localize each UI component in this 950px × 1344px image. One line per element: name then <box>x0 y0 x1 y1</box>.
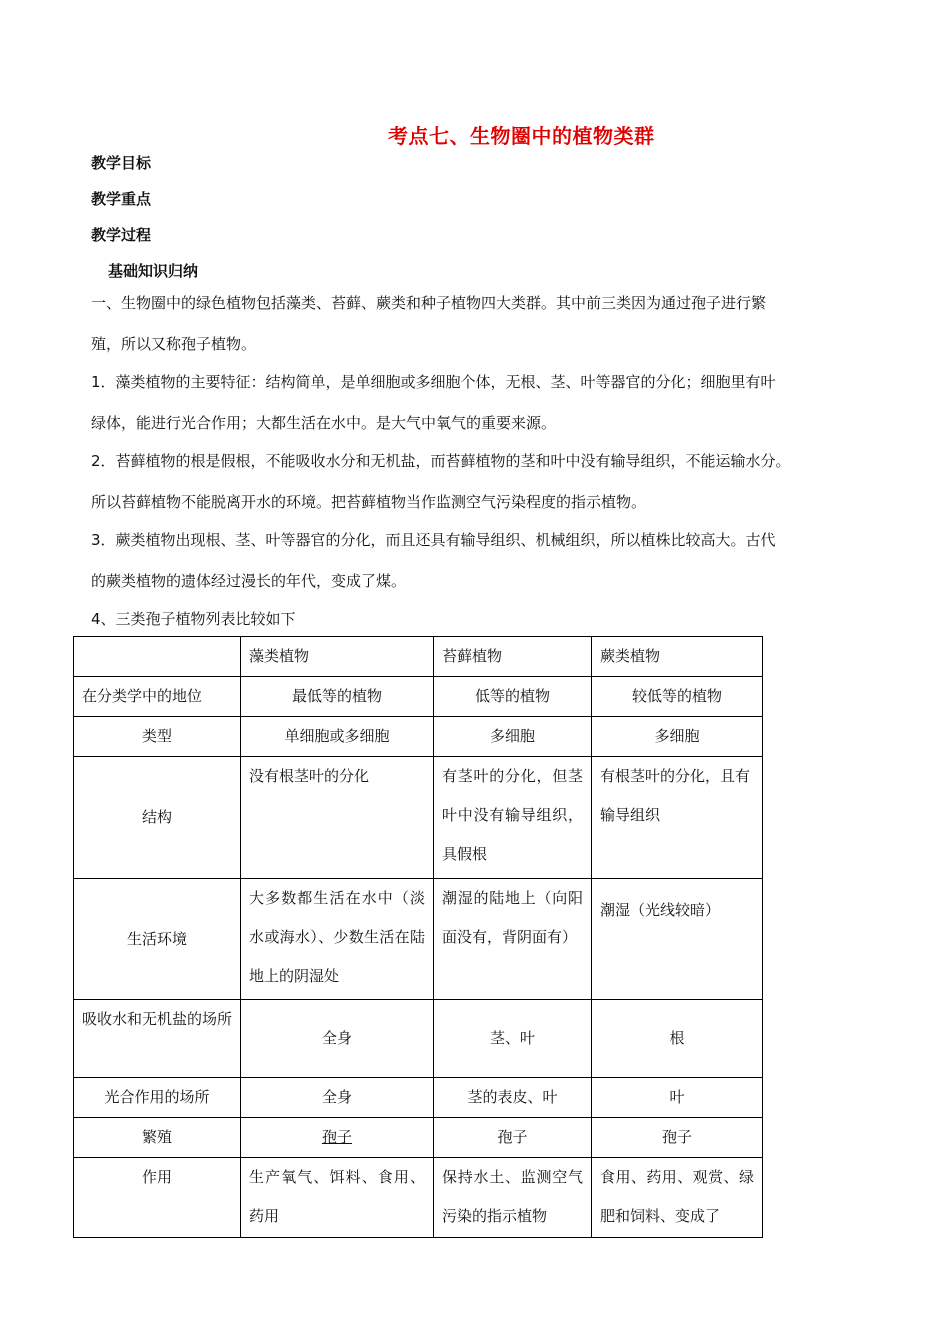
table-cell: 全身 <box>241 1000 434 1078</box>
paragraph-5: 4、三类孢子植物列表比较如下 <box>91 610 296 628</box>
paragraph-1-line-2: 殖，所以又称孢子植物。 <box>91 335 257 353</box>
paragraph-2-line-2: 绿体，能进行光合作用；大都生活在水中。是大气中氧气的重要来源。 <box>91 414 557 432</box>
table-header-cell: 藻类植物 <box>241 637 434 677</box>
page-title: 考点七、生物圈中的植物类群 <box>388 124 655 148</box>
heading-key: 教学重点 <box>91 190 152 208</box>
table-cell: 多细胞 <box>592 717 763 757</box>
table-cell: 潮湿的陆地上（向阳面没有，背阴面有） <box>434 879 592 1000</box>
paragraph-3-line-1: 2．苔藓植物的根是假根，不能吸收水分和无机盐，而苔藓植物的茎和叶中没有输导组织，不能运输水分。 <box>91 452 791 470</box>
table-row <box>74 717 763 757</box>
table-cell: 有根茎叶的分化，且有输导组织 <box>592 757 763 879</box>
table-header-cell: 蕨类植物 <box>592 637 763 677</box>
table-cell: 单细胞或多细胞 <box>241 717 434 757</box>
table-cell: 繁殖 <box>74 1118 241 1158</box>
paragraph-3-line-2: 所以苔藓植物不能脱离开水的环境。把苔藓植物当作监测空气污染程度的指示植物。 <box>91 493 647 511</box>
table-cell: 叶 <box>592 1078 763 1118</box>
table-cell: 孢子 <box>434 1118 592 1158</box>
table-cell: 大多数都生活在水中（淡水或海水）、少数生活在陆地上的阴湿处 <box>241 879 434 1000</box>
paragraph-1-line-1: 一、生物圈中的绿色植物包括藻类、苔藓、蕨类和种子植物四大类群。其中前三类因为通过孢子进行繁 <box>91 294 767 312</box>
table-header-cell: 苔藓植物 <box>434 637 592 677</box>
table-cell: 全身 <box>241 1078 434 1118</box>
table-row <box>74 757 763 879</box>
table-cell: 茎、叶 <box>434 1000 592 1078</box>
table-cell: 孢子 <box>241 1118 434 1158</box>
table-cell: 作用 <box>74 1158 241 1238</box>
heading-process: 教学过程 <box>91 226 152 244</box>
table-cell: 保持水土、监测空气污染的指示植物 <box>434 1158 592 1238</box>
table-cell: 生产氧气、饵料、食用、药用 <box>241 1158 434 1238</box>
table-cell: 结构 <box>74 757 241 879</box>
table-row <box>74 879 763 1000</box>
table-row <box>74 1078 763 1118</box>
table-cell: 食用、药用、观赏、绿肥和饲料、变成了 <box>592 1158 763 1238</box>
paragraph-2-line-1: 1．藻类植物的主要特征：结构简单，是单细胞或多细胞个体，无根、茎、叶等器官的分化；细胞里有叶 <box>91 373 776 391</box>
table-cell: 潮湿（光线较暗） <box>592 879 763 1000</box>
table-cell: 没有根茎叶的分化 <box>241 757 434 879</box>
paragraph-4-line-1: 3．蕨类植物出现根、茎、叶等器官的分化，而且还具有输导组织、机械组织，所以植株比较高大。古代 <box>91 531 776 549</box>
table-cell: 最低等的植物 <box>241 677 434 717</box>
table-row <box>74 677 763 717</box>
table-row <box>74 1158 763 1238</box>
heading-goal: 教学目标 <box>91 154 152 172</box>
table-cell: 多细胞 <box>434 717 592 757</box>
table-cell: 较低等的植物 <box>592 677 763 717</box>
table-cell: 类型 <box>74 717 241 757</box>
table-cell: 在分类学中的地位 <box>74 677 241 717</box>
table-cell: 茎的表皮、叶 <box>434 1078 592 1118</box>
table-cell: 生活环境 <box>74 879 241 1000</box>
table-cell: 有茎叶的分化，但茎叶中没有输导组织，具假根 <box>434 757 592 879</box>
table-header-cell <box>74 637 241 677</box>
heading-summary: 基础知识归纳 <box>108 262 199 280</box>
table-cell: 低等的植物 <box>434 677 592 717</box>
table-header-row <box>74 637 763 677</box>
comparison-table <box>73 636 763 1238</box>
paragraph-4-line-2: 的蕨类植物的遗体经过漫长的年代，变成了煤。 <box>91 572 407 590</box>
table-row <box>74 1000 763 1078</box>
table-cell: 光合作用的场所 <box>74 1078 241 1118</box>
table-cell: 孢子 <box>592 1118 763 1158</box>
table-cell: 根 <box>592 1000 763 1078</box>
table-cell: 吸收水和无机盐的场所 <box>74 1000 241 1078</box>
table-row <box>74 1118 763 1158</box>
